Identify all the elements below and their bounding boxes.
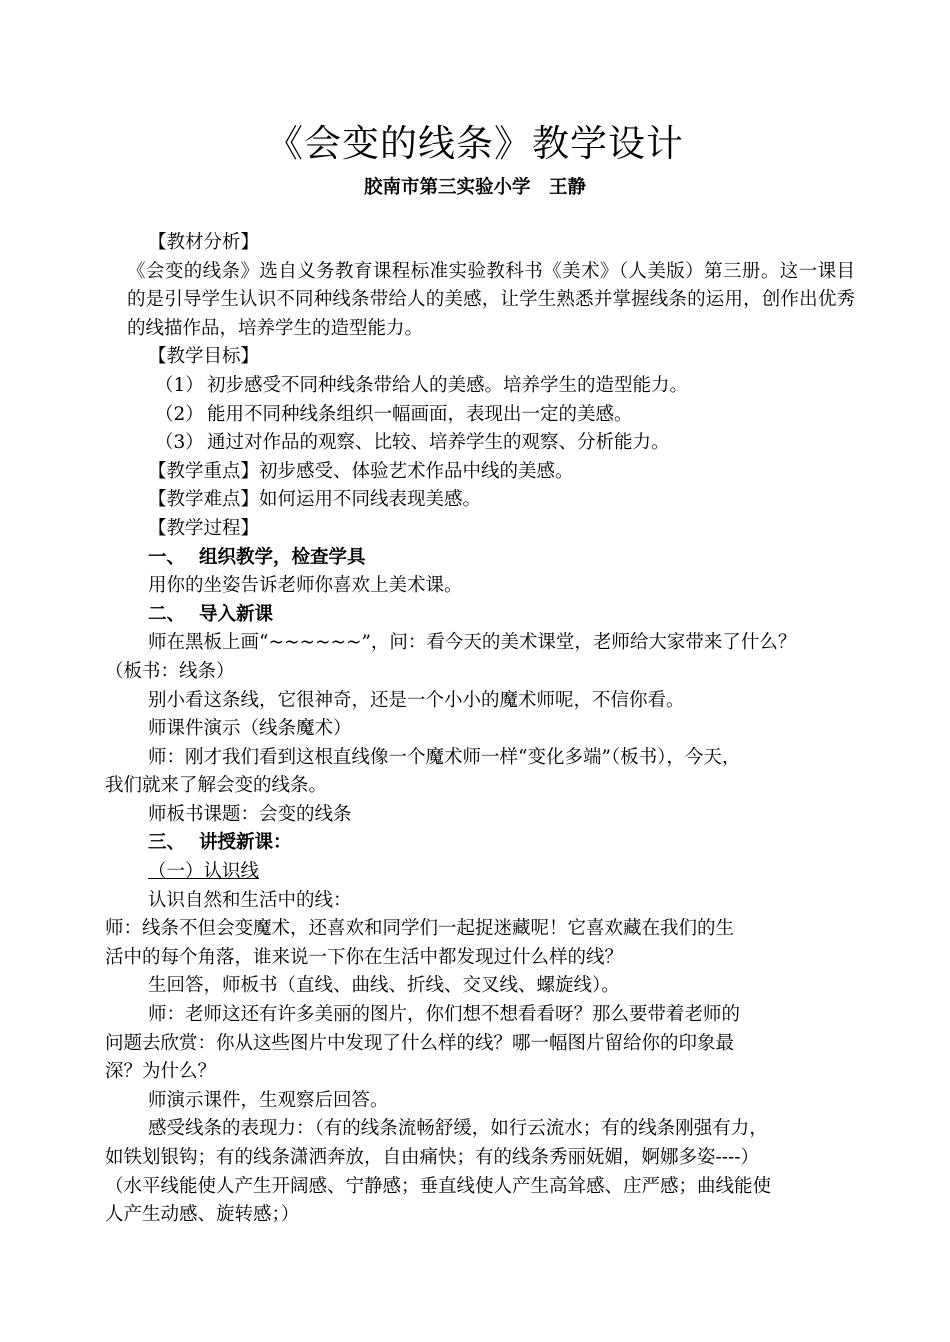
document-title: 《会变的线条》教学设计: [266, 122, 684, 165]
key-point-line: [105, 458, 855, 487]
analysis-paragraph: 《会变的线条》选自义务教育课程标准实验教科书《美术》（人美版）第三册。这一课目的是引导学生认识不同种线条带给人的美感，让学生熟悉并掌握线条的运用，创作出优秀的线描作品，培养学生的造型能力。: [127, 260, 855, 339]
goal-text: 初步感受不同种线条带给人的美感。培养学生的造型能力。: [207, 374, 689, 396]
paragraph: 师：线条不但会变魔术，还喜欢和同学们一起捉迷藏呢！它喜欢藏在我们的生: [105, 918, 735, 940]
goal-item: [105, 372, 855, 401]
paragraph: 我们就来了解会变的线条。: [105, 775, 328, 797]
process-heading: 【教学过程】: [148, 517, 260, 539]
section-title: 组织教学，检查学具: [199, 546, 366, 568]
paragraph: 感受线条的表现力：（有的线条流畅舒缓，如行云流水；有的线条刚强有力，: [148, 1118, 768, 1140]
difficulty-line: [105, 486, 855, 515]
goal-text: 能用不同种线条组织一幅画面，表现出一定的美感。: [207, 403, 633, 425]
goal-number: （1）: [155, 374, 204, 396]
paragraph: 问题去欣赏：你从这些图片中发现了什么样的线？哪一幅图片留给你的印象最: [105, 1032, 735, 1054]
section-1-text: 用你的坐姿告诉老师你喜欢上美术课。: [148, 575, 463, 597]
section-number: 一、: [148, 546, 186, 568]
paragraph: 别小看这条线，它很神奇，还是一个小小的魔术师呢，不信你看。: [148, 689, 685, 711]
paragraph: 活中的每个角落，谁来说一下你在生活中都发现过什么样的线？: [105, 946, 624, 968]
paragraph: （水平线能使人产生开阔感、宁静感；垂直线使人产生高耸感、庄严感；曲线能使: [105, 1175, 772, 1197]
subsection-title: （一）认识线: [148, 861, 260, 883]
difficulty-text: 如何运用不同线表现美感。: [259, 489, 482, 511]
paragraph: 师演示课件，生观察后回答。: [148, 1089, 389, 1111]
goal-item: [105, 429, 855, 458]
paragraph: 师课件演示（线条魔术）: [148, 718, 352, 740]
section-1-heading: [105, 544, 855, 573]
goal-number: （3）: [155, 432, 204, 454]
paragraph: 深？为什么？: [105, 1061, 217, 1083]
paragraph: 人产生动感、旋转感；）: [105, 1204, 300, 1226]
analysis-heading: 【教材分析】: [148, 232, 260, 253]
goal-number: （2）: [155, 403, 204, 425]
paragraph: 认识自然和生活中的线：: [148, 889, 352, 911]
author-line: 胶南市第三实验小学 王静: [363, 177, 586, 198]
section-2-heading: [105, 601, 855, 630]
section-title: 导入新课: [199, 603, 274, 625]
difficulty-label: 【教学难点】: [148, 489, 260, 511]
paragraph: 如铁划银钩；有的线条潇洒奔放，自由痛快；有的线条秀丽妩媚，婀娜多姿----）: [105, 1147, 760, 1168]
paragraph: 师在黑板上画“~~~~~~”，问：看今天的美术课堂，老师给大家带来了什么？: [148, 632, 797, 654]
key-point-label: 【教学重点】: [148, 460, 260, 482]
section-title: 讲授新课：: [199, 832, 292, 854]
document-body: [105, 229, 855, 1230]
paragraph: 师：刚才我们看到这根直线像一个魔术师一样“变化多端”（板书），今天，: [148, 746, 741, 768]
section-number: 三、: [148, 832, 186, 854]
paragraph: 师：老师这还有许多美丽的图片，你们想不想看看呀？那么要带着老师的: [148, 1004, 741, 1026]
paragraph: （板书：线条）: [105, 660, 235, 682]
goals-heading: 【教学目标】: [148, 346, 260, 368]
subsection-heading: [105, 858, 855, 887]
goal-item: [105, 401, 855, 430]
paragraph: 生回答，师板书（直线、曲线、折线、交叉线、螺旋线）。: [148, 975, 620, 997]
section-number: 二、: [148, 603, 186, 625]
goal-text: 通过对作品的观察、比较、培养学生的观察、分析能力。: [207, 432, 670, 454]
section-3-heading: [105, 829, 855, 858]
paragraph: 师板书课题：会变的线条: [148, 803, 352, 825]
key-point-text: 初步感受、体验艺术作品中线的美感。: [259, 460, 574, 482]
